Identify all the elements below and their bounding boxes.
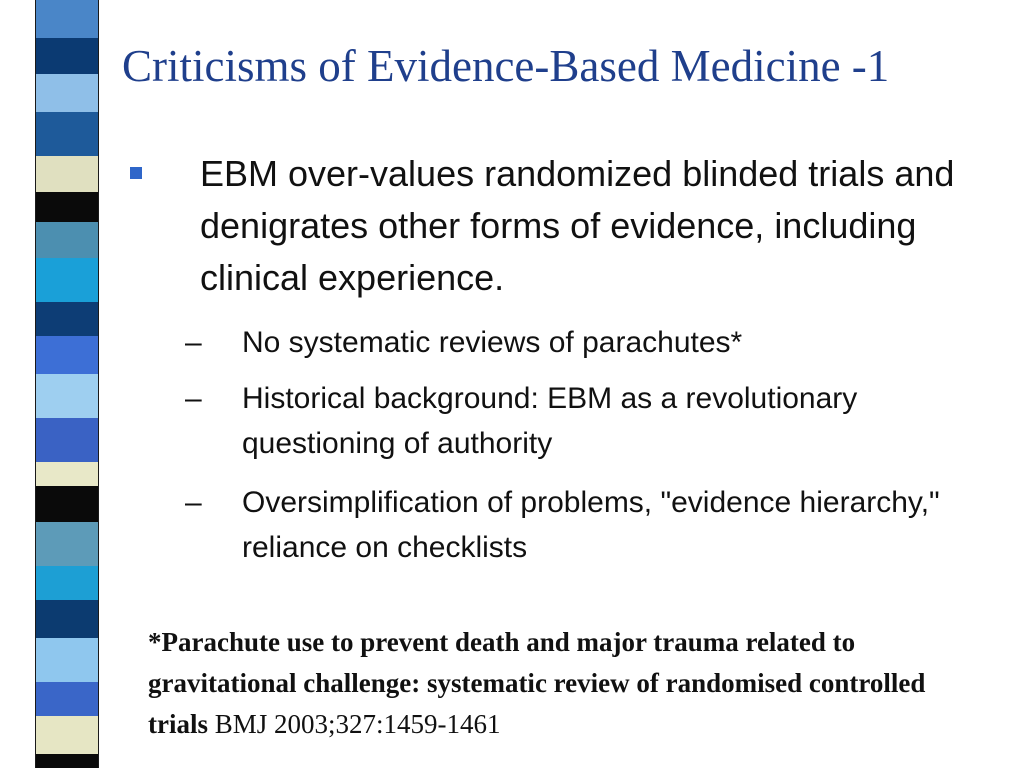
stripe-block bbox=[36, 112, 99, 156]
sub-bullet bbox=[185, 480, 1002, 570]
stripe-block bbox=[36, 418, 99, 462]
stripe-block bbox=[36, 716, 99, 754]
stripe-block bbox=[36, 638, 99, 682]
dash-marker: – bbox=[185, 486, 202, 519]
main-bullet-text: EBM over-values randomized blinded trials and denigrates other forms of evidence, including clinical experience. bbox=[200, 153, 955, 298]
stripe-block bbox=[36, 192, 99, 222]
sub-bullet-text: Historical background: EBM as a revolutionary questioning of authority bbox=[242, 382, 858, 460]
stripe-block bbox=[36, 38, 99, 74]
footnote-reference-title: *Parachute use to prevent death and major trauma related to gravitational challenge: systematic review of randomised controlled trials bbox=[148, 627, 926, 739]
dash-marker: – bbox=[185, 382, 202, 415]
stripe-block bbox=[36, 600, 99, 638]
stripe-block bbox=[36, 222, 99, 258]
footnote-citation: BMJ 2003;327:1459-1461 bbox=[214, 709, 501, 739]
footnote bbox=[148, 622, 988, 745]
sub-bullet bbox=[185, 320, 1002, 365]
stripe-block bbox=[36, 374, 99, 418]
stripe-block bbox=[36, 74, 99, 112]
bullet-square-icon bbox=[130, 167, 142, 179]
decorative-stripe bbox=[36, 0, 99, 768]
dash-marker: – bbox=[185, 326, 202, 359]
stripe-block bbox=[36, 754, 99, 768]
stripe-block bbox=[36, 462, 99, 486]
sub-bullet-text: No systematic reviews of parachutes* bbox=[242, 326, 743, 359]
stripe-block bbox=[36, 302, 99, 336]
slide-title: Criticisms of Evidence-Based Medicine -1 bbox=[122, 41, 890, 91]
stripe-block bbox=[36, 566, 99, 600]
stripe-border-right bbox=[98, 0, 99, 768]
stripe-block bbox=[36, 486, 99, 522]
stripe-block bbox=[36, 258, 99, 302]
sub-bullet bbox=[185, 376, 1002, 466]
sub-bullet-text: Oversimplification of problems, "evidence hierarchy," reliance on checklists bbox=[242, 486, 940, 564]
stripe-block bbox=[36, 0, 99, 38]
stripe-block bbox=[36, 522, 99, 566]
stripe-block bbox=[36, 156, 99, 192]
stripe-block bbox=[36, 682, 99, 716]
stripe-block bbox=[36, 336, 99, 374]
